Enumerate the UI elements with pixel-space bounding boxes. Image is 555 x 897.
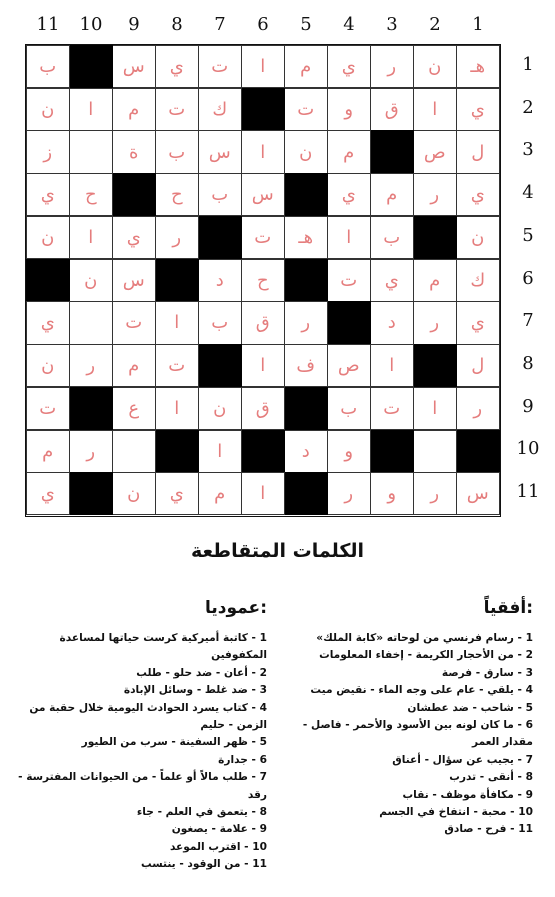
down-clue: 2 - أعان - ضد حلو - طلب (136, 666, 267, 679)
across-clue: 10 - محبة - انتفاخ في الجسم (379, 806, 533, 819)
column-number: 3 (386, 14, 398, 35)
row-number: 8 (522, 352, 534, 374)
grid-cell[interactable] (155, 344, 199, 387)
cell-letter: ن (127, 483, 141, 505)
grid-cell[interactable] (456, 88, 500, 131)
across-clue: 8 - أنقى - تدرب (449, 771, 533, 784)
grid-cell[interactable] (456, 45, 500, 88)
grid-cell[interactable] (155, 216, 199, 259)
grid-cell[interactable] (198, 45, 242, 88)
black-cell (69, 45, 113, 88)
grid-cell[interactable] (26, 430, 70, 473)
cell-letter: ت (297, 98, 315, 120)
cell-letter: س (208, 141, 231, 163)
row-number: 7 (522, 310, 534, 332)
black-cell (370, 430, 414, 473)
black-cell (284, 259, 328, 302)
down-clue: 1 - كاتبة أميركية كرست حياتها لمساعدة المكفوفين (59, 632, 267, 662)
cell-letter: ي (470, 312, 485, 334)
row-number: 9 (522, 395, 534, 417)
cell-letter: ي (126, 227, 141, 249)
grid-cell[interactable] (456, 472, 500, 515)
down-heading: عموديا: (205, 598, 267, 618)
cell-letter: ل (471, 355, 485, 377)
cell-letter: ر (86, 355, 96, 377)
across-heading: أفقياً: (483, 598, 533, 618)
cell-letter: ن (471, 227, 485, 249)
cell-letter: ا (432, 397, 438, 419)
grid-cell[interactable] (284, 430, 328, 473)
grid-cell[interactable] (26, 173, 70, 216)
grid-cell[interactable] (198, 472, 242, 515)
cell-letter: ل (471, 141, 485, 163)
grid-cell[interactable] (69, 259, 113, 302)
cell-letter: ح (256, 269, 269, 291)
cell-letter: ن (213, 397, 227, 419)
cell-letter: ا (88, 98, 94, 120)
cell-letter: ب (340, 397, 358, 419)
black-cell (69, 387, 113, 430)
across-clue: 4 - يلقي - عام على وجه الماء - نقيض ميت (310, 684, 533, 697)
grid-cell[interactable] (155, 301, 199, 344)
grid-cell[interactable] (26, 45, 70, 88)
grid-cell[interactable] (112, 344, 156, 387)
column-number: 10 (79, 14, 103, 35)
cell-letter: ز (43, 141, 53, 163)
column-numbers (25, 14, 501, 42)
grid-cell[interactable] (370, 259, 414, 302)
row-number: 6 (522, 267, 534, 289)
grid-cell[interactable] (456, 259, 500, 302)
across-clue: 3 - سارق - فرصة (441, 666, 533, 679)
grid-cell[interactable] (241, 173, 285, 216)
grid-cell[interactable] (241, 472, 285, 515)
column-number: 6 (257, 14, 269, 35)
grid-cell[interactable] (241, 45, 285, 88)
down-clue: 6 - جدارة (218, 753, 267, 766)
cell-letter: ب (168, 141, 186, 163)
grid-cell[interactable] (370, 88, 414, 131)
cell-letter: ق (255, 397, 270, 419)
grid-cell[interactable] (112, 387, 156, 430)
cell-letter: ت (211, 56, 229, 78)
cell-letter: ن (84, 269, 98, 291)
grid-cell[interactable] (327, 216, 371, 259)
grid-cell[interactable] (241, 344, 285, 387)
grid-cell[interactable] (370, 344, 414, 387)
cell-letter: م (343, 141, 355, 163)
cell-letter: ف (296, 355, 316, 377)
down-clues-list (12, 630, 267, 874)
cell-letter: ص (423, 141, 446, 163)
grid-cell[interactable] (112, 45, 156, 88)
column-number: 7 (214, 14, 226, 35)
grid-cell[interactable] (284, 45, 328, 88)
black-cell (241, 88, 285, 131)
cell-letter: ي (40, 184, 55, 206)
cell-letter: ر (301, 312, 311, 334)
grid-cell[interactable] (370, 216, 414, 259)
cell-letter: هـ (298, 227, 314, 249)
grid-cell[interactable] (155, 173, 199, 216)
black-cell (198, 344, 242, 387)
cell-letter: هـ (470, 56, 486, 78)
across-clue: 2 - من الأحجار الكريمة - إخفاء المعلومات (319, 649, 533, 662)
cell-letter: ي (169, 56, 184, 78)
cell-letter: م (128, 98, 140, 120)
puzzle-title: الكلمات المتقاطعة (190, 540, 365, 562)
cell-letter: ا (260, 355, 266, 377)
grid-cell[interactable] (370, 45, 414, 88)
cell-letter: ة (129, 141, 139, 163)
black-cell (413, 344, 457, 387)
grid-cell[interactable] (413, 88, 457, 131)
cell-letter: ص (337, 355, 360, 377)
cell-letter: ا (346, 227, 352, 249)
grid-cell[interactable] (284, 301, 328, 344)
column-number: 8 (171, 14, 183, 35)
grid-cell[interactable] (198, 173, 242, 216)
grid-cell[interactable] (456, 173, 500, 216)
cell-letter: ب (211, 312, 229, 334)
cell-letter: د (301, 440, 310, 462)
grid-cell[interactable] (112, 301, 156, 344)
grid-cell[interactable] (327, 130, 371, 173)
cell-letter: ر (172, 227, 182, 249)
grid-cell[interactable] (112, 216, 156, 259)
grid-cell[interactable] (456, 130, 500, 173)
grid-cell[interactable] (456, 216, 500, 259)
cell-letter: ا (260, 141, 266, 163)
grid-cell[interactable] (413, 387, 457, 430)
grid-cell[interactable] (26, 472, 70, 515)
across-clue: 9 - مكافأة موظف - نقاب (402, 788, 533, 801)
black-cell (456, 430, 500, 473)
grid-cell[interactable] (198, 130, 242, 173)
cell-letter: م (42, 440, 54, 462)
cell-letter: ن (299, 141, 313, 163)
grid-cell[interactable] (69, 430, 113, 473)
black-cell (198, 216, 242, 259)
grid-cell[interactable] (69, 301, 113, 344)
row-number: 1 (522, 53, 534, 75)
grid-cell[interactable] (413, 472, 457, 515)
grid-cell[interactable] (112, 472, 156, 515)
column-number: 9 (128, 14, 140, 35)
cell-letter: و (344, 440, 354, 462)
cell-letter: ي (169, 483, 184, 505)
grid-cell[interactable] (456, 301, 500, 344)
cell-letter: ت (39, 397, 57, 419)
down-clue: 4 - كتاب يسرد الحوادث اليومية خلال حقبة من الزمن - حليم (29, 701, 267, 732)
cell-letter: ي (40, 312, 55, 334)
cell-letter: ب (211, 184, 229, 206)
cell-letter: ي (341, 184, 356, 206)
column-number: 2 (429, 14, 441, 35)
grid-cell[interactable] (69, 88, 113, 131)
grid-cell[interactable] (155, 387, 199, 430)
across-clues-list (288, 630, 533, 839)
grid-cell[interactable] (241, 301, 285, 344)
cell-letter: ق (384, 98, 399, 120)
grid-cell[interactable] (69, 173, 113, 216)
grid-cell[interactable] (241, 259, 285, 302)
grid-cell[interactable] (327, 173, 371, 216)
grid-cell[interactable] (112, 259, 156, 302)
cell-letter: ت (383, 397, 401, 419)
cell-letter: ع (128, 397, 140, 419)
grid-cell[interactable] (69, 216, 113, 259)
grid-cell[interactable] (327, 344, 371, 387)
grid-cell[interactable] (155, 472, 199, 515)
grid-cell[interactable] (327, 45, 371, 88)
cell-letter: س (122, 269, 145, 291)
cell-letter: ب (383, 227, 401, 249)
cell-letter: م (214, 483, 226, 505)
row-number: 5 (522, 224, 534, 246)
cell-letter: س (251, 184, 274, 206)
grid-cell[interactable] (198, 301, 242, 344)
cell-letter: د (387, 312, 396, 334)
cell-letter: س (122, 56, 145, 78)
cell-letter: ك (212, 98, 228, 120)
grid-cell[interactable] (327, 472, 371, 515)
black-cell (26, 259, 70, 302)
black-cell (284, 387, 328, 430)
down-clue: 3 - ضد غلط - وسائل الإبادة (123, 684, 267, 697)
row-number: 3 (522, 139, 534, 161)
cell-letter: ر (430, 312, 440, 334)
cell-letter: س (466, 483, 489, 505)
black-cell (413, 216, 457, 259)
cell-letter: ا (217, 440, 223, 462)
crossword-grid (25, 44, 501, 517)
across-clue: 7 - يجيب عن سؤال - أعناق (392, 753, 533, 766)
grid-cell[interactable] (198, 88, 242, 131)
column-number: 4 (343, 14, 355, 35)
row-number: 11 (516, 481, 540, 503)
grid-cell[interactable] (284, 130, 328, 173)
black-cell (370, 130, 414, 173)
cell-letter: ي (384, 269, 399, 291)
cell-letter: ر (430, 483, 440, 505)
down-clue: 8 - يتعمق في العلم - جاء (136, 806, 267, 819)
cell-letter: ك (470, 269, 486, 291)
grid-cell[interactable] (155, 88, 199, 131)
cell-letter: ر (344, 483, 354, 505)
grid-cell[interactable] (456, 344, 500, 387)
grid-cell[interactable] (456, 387, 500, 430)
grid-cell[interactable] (413, 173, 457, 216)
cell-letter: م (128, 355, 140, 377)
grid-cell[interactable] (112, 88, 156, 131)
cell-letter: ت (168, 355, 186, 377)
grid-cell[interactable] (198, 259, 242, 302)
row-number: 10 (516, 438, 540, 460)
cell-letter: ا (432, 98, 438, 120)
cell-letter: و (387, 483, 397, 505)
down-clue: 11 - من الوقود - ينتسب (141, 858, 267, 871)
grid-cell[interactable] (155, 45, 199, 88)
black-cell (241, 430, 285, 473)
grid-cell[interactable] (198, 430, 242, 473)
grid-cell[interactable] (370, 472, 414, 515)
cell-letter: ر (473, 397, 483, 419)
column-number: 11 (36, 14, 60, 35)
grid-cell[interactable] (241, 130, 285, 173)
across-clue: 5 - شاحب - ضد عطشان (407, 701, 533, 714)
cell-letter: ن (41, 227, 55, 249)
grid-cell[interactable] (69, 344, 113, 387)
cell-letter: ي (470, 184, 485, 206)
cell-letter: ق (255, 312, 270, 334)
grid-cell[interactable] (112, 430, 156, 473)
grid-cell[interactable] (327, 88, 371, 131)
black-cell (112, 173, 156, 216)
cell-letter: ت (168, 98, 186, 120)
grid-cell[interactable] (327, 430, 371, 473)
down-clue: 7 - طلب مالاً أو علماً - من الحيوانات المفترسة - رقد (18, 771, 267, 801)
cell-letter: ا (260, 56, 266, 78)
cell-letter: ت (254, 227, 272, 249)
grid-cell[interactable] (284, 344, 328, 387)
grid-cell[interactable] (241, 387, 285, 430)
grid-cell[interactable] (413, 430, 457, 473)
cell-letter: ر (387, 56, 397, 78)
across-clue: 1 - رسام فرنسي من لوحاته «كابة الملك» (316, 632, 533, 644)
cell-letter: ح (84, 184, 97, 206)
across-clue: 11 - فرح - صادق (444, 823, 533, 836)
down-clue: 5 - ظهر السفينة - سرب من الطيور (81, 736, 267, 749)
grid-cell[interactable] (413, 45, 457, 88)
row-number: 4 (522, 182, 534, 204)
grid-cell[interactable] (413, 259, 457, 302)
cell-letter: ا (260, 483, 266, 505)
cell-letter: ا (174, 397, 180, 419)
grid-cell[interactable] (413, 301, 457, 344)
cell-letter: ي (470, 98, 485, 120)
cell-letter: م (429, 269, 441, 291)
grid-cell[interactable] (26, 88, 70, 131)
cell-letter: د (215, 269, 224, 291)
cell-letter: ر (430, 184, 440, 206)
black-cell (284, 173, 328, 216)
cell-letter: ن (41, 98, 55, 120)
column-number: 1 (472, 14, 484, 35)
down-clue: 9 - علامة - يصغون (171, 823, 267, 836)
grid-cell[interactable] (327, 387, 371, 430)
black-cell (155, 430, 199, 473)
grid-cell[interactable] (69, 130, 113, 173)
cell-letter: ي (40, 483, 55, 505)
grid-cell[interactable] (370, 301, 414, 344)
cell-letter: ن (41, 355, 55, 377)
grid-cell[interactable] (370, 173, 414, 216)
grid-cell[interactable] (241, 216, 285, 259)
row-number: 2 (522, 96, 534, 118)
grid-cell[interactable] (26, 216, 70, 259)
grid-cell[interactable] (198, 387, 242, 430)
cell-letter: ت (340, 269, 358, 291)
grid-cell[interactable] (155, 130, 199, 173)
cell-letter: م (300, 56, 312, 78)
cell-letter: ا (174, 312, 180, 334)
cell-letter: ا (88, 227, 94, 249)
grid-cell[interactable] (112, 130, 156, 173)
cell-letter: ي (341, 56, 356, 78)
down-clue: 10 - اقترب الموعد (169, 840, 267, 853)
cell-letter: ت (125, 312, 143, 334)
black-cell (284, 472, 328, 515)
black-cell (69, 472, 113, 515)
black-cell (155, 259, 199, 302)
grid-cell[interactable] (26, 301, 70, 344)
grid-cell[interactable] (26, 344, 70, 387)
grid-cell[interactable] (284, 216, 328, 259)
cell-letter: ا (389, 355, 395, 377)
grid-cell[interactable] (413, 130, 457, 173)
cell-letter: ح (170, 184, 183, 206)
grid-cell[interactable] (26, 387, 70, 430)
black-cell (327, 301, 371, 344)
column-number: 5 (300, 14, 312, 35)
grid-cell[interactable] (284, 88, 328, 131)
cell-letter: و (344, 98, 354, 120)
cell-letter: ر (86, 440, 96, 462)
cell-letter: ب (39, 56, 57, 78)
across-clue: 6 - ما كان لونه بين الأسود والأحمر - فاصل - مقدار العمر (302, 719, 533, 749)
grid-cell[interactable] (26, 130, 70, 173)
grid-cell[interactable] (370, 387, 414, 430)
grid-cell[interactable] (327, 259, 371, 302)
cell-letter: م (386, 184, 398, 206)
cell-letter: ن (428, 56, 442, 78)
